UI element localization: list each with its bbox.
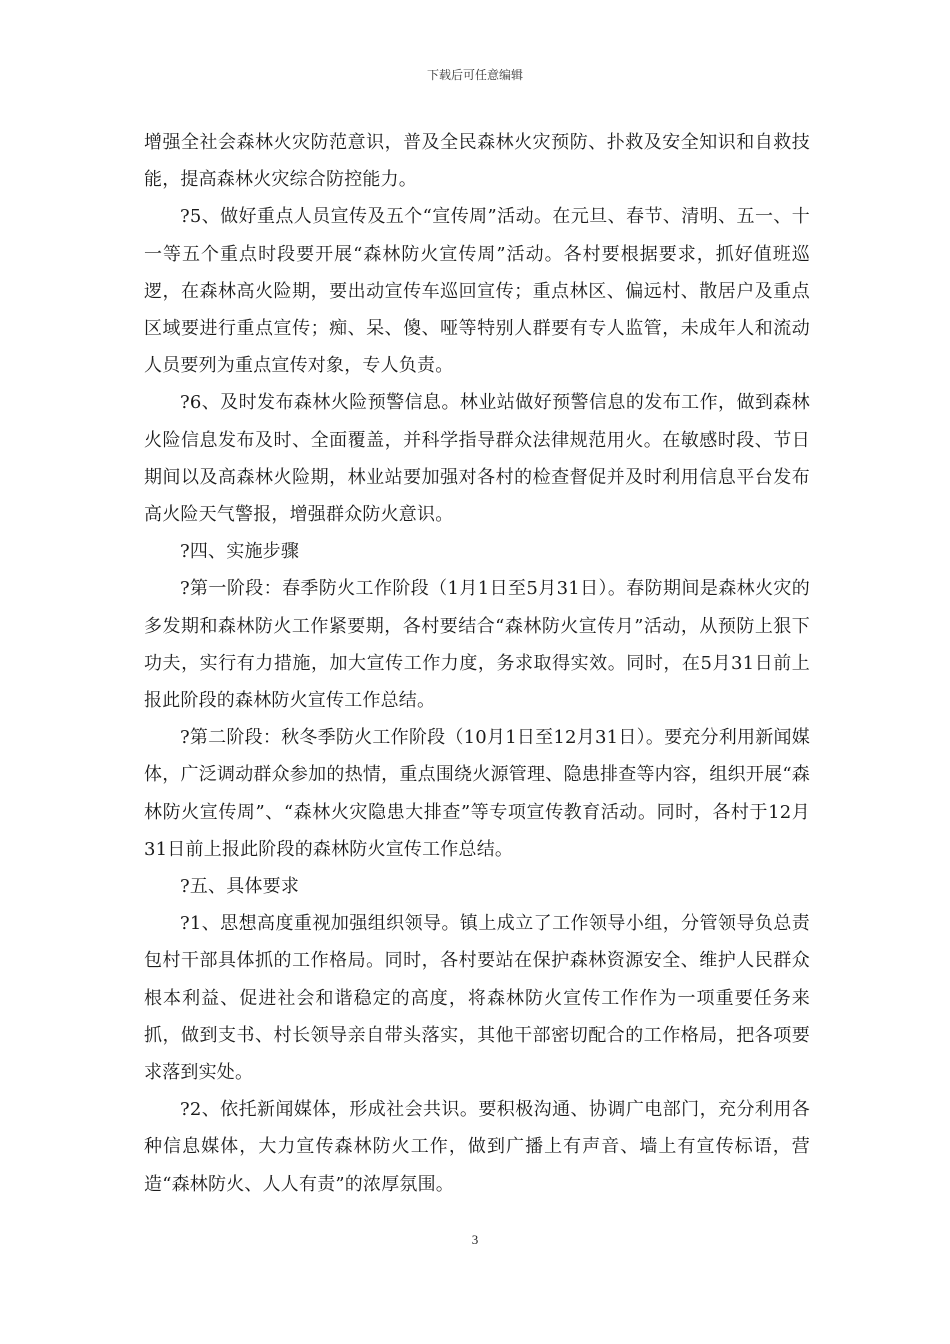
paragraph: ?2、依托新闻媒体，形成社会共识。要积极沟通、协调广电部门，充分利用各种信息媒体，大力宣传森林防火工作，做到广播上有声音、墙上有宣传标语，营造“森林防火、人人有责”的浓厚氛围。 bbox=[144, 1099, 810, 1195]
section-heading: ?五、具体要求 bbox=[180, 876, 300, 898]
paragraph: ?第一阶段：春季防火工作阶段（1月1日至5月31日）。春防期间是森林火灾的多发期和森林防火工作紧要期，各村要结合“森林防火宣传月”活动，从预防上狠下功夫，实行有力措施，加大宣传工作力度，务求取得实效。同时，在5月31日前上报此阶段的森林防火宣传工作总结。 bbox=[144, 578, 810, 712]
paragraph: ?第二阶段：秋冬季防火工作阶段（10月1日至12月31日）。要充分利用新闻媒体，广泛调动群众参加的热情，重点围绕火源管理、隐患排查等内容，组织开展“森林防火宣传周”、“森林火灾隐患大排查”等专项宣传教育活动。同时，各村于12月31日前上报此阶段的森林防火宣传工作总结。 bbox=[144, 727, 810, 860]
paragraph: ?5、做好重点人员宣传及五个“宣传周”活动。在元旦、春节、清明、五一、十一等五个重点时段要开展“森林防火宣传周”活动。各村要根据要求，抓好值班巡逻，在森林高火险期，要出动宣传车巡回宣传；重点林区、偏远村、散居户及重点区域要进行重点宣传；痴、呆、傻、哑等特别人群要有专人监管，未成年人和流动人员要列为重点宣传对象，专人负责。 bbox=[144, 206, 810, 377]
section-heading: ?四、实施步骤 bbox=[180, 541, 300, 563]
paragraph: ?6、及时发布森林火险预警信息。林业站做好预警信息的发布工作，做到森林火险信息发布及时、全面覆盖，并科学指导群众法律规范用火。在敏感时段、节日期间以及高森林火险期，林业站要加强对各村的检查督促并及时利用信息平台发布高火险天气警报，增强群众防火意识。 bbox=[144, 392, 810, 526]
page-header: 下载后可任意编辑 bbox=[426, 68, 523, 82]
page-number: 3 bbox=[471, 1232, 479, 1247]
paragraph: 增强全社会森林火灾防范意识，普及全民森林火灾预防、扑救及安全知识和自救技能，提高森林火灾综合防控能力。 bbox=[144, 132, 810, 191]
document-body bbox=[144, 124, 810, 1203]
paragraph: ?1、思想高度重视加强组织领导。镇上成立了工作领导小组，分管领导负总责包村干部具体抓的工作格局。同时，各村要站在保护森林资源安全、维护人民群众根本利益、促进社会和谐稳定的高度，将森林防火宣传工作作为一项重要任务来抓，做到支书、村长领导亲自带头落实，其他干部密切配合的工作格局，把各项要求落到实处。 bbox=[144, 913, 810, 1084]
